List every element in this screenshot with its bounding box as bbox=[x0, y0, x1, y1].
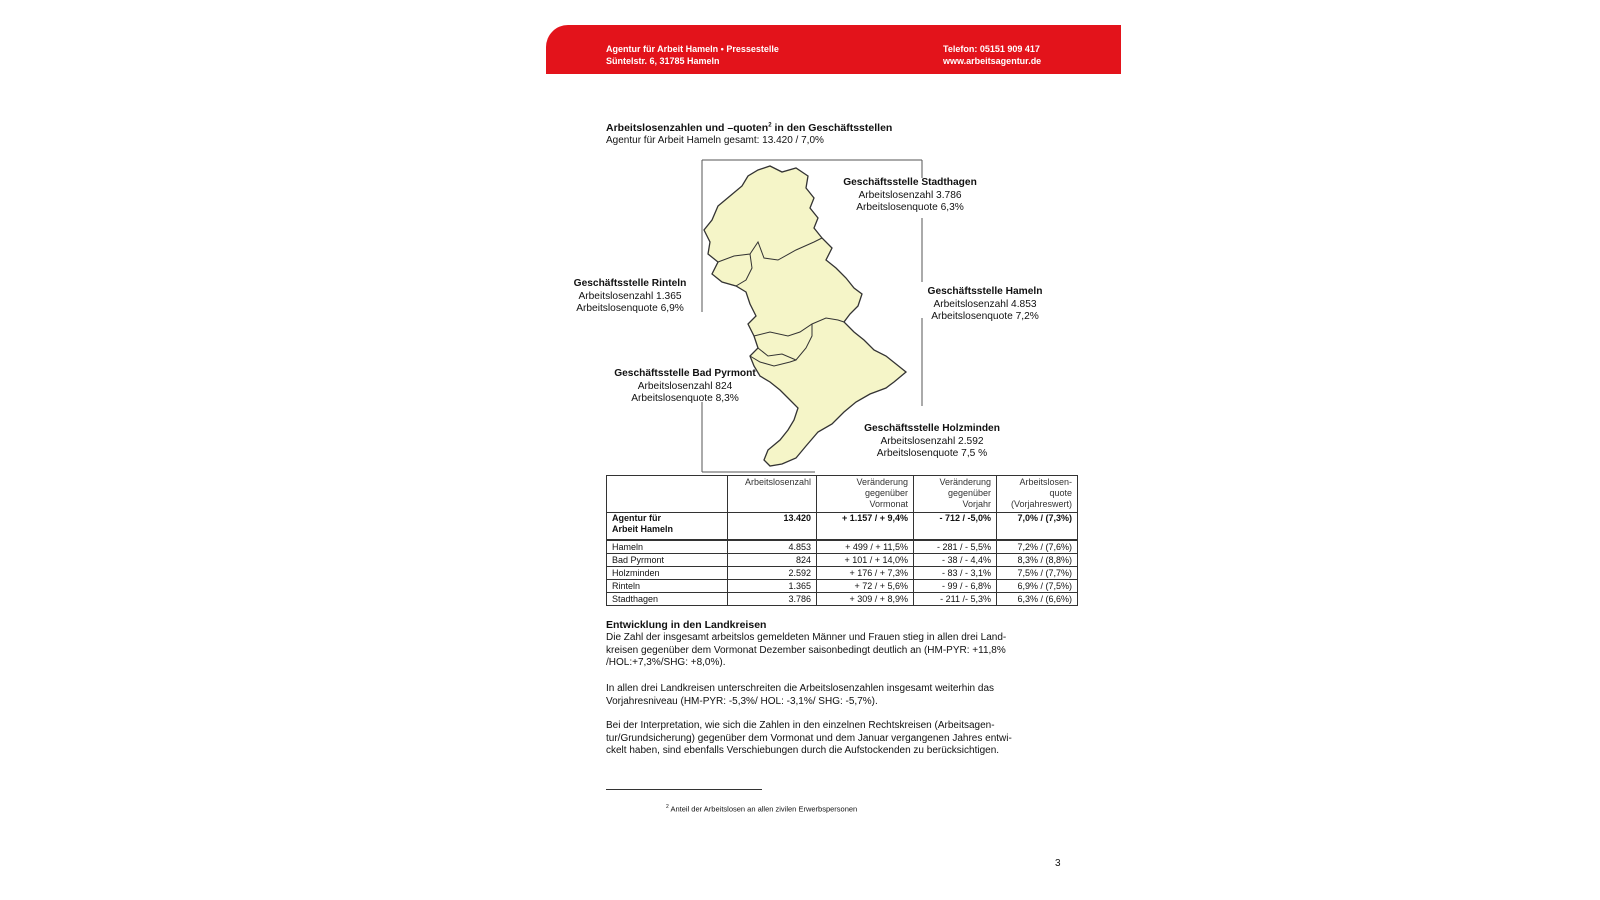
table-cell: 824 bbox=[728, 554, 817, 567]
footnote: $^2$ Anteil der Arbeitslosen an allen zivilen Erwerbspersonen bbox=[666, 804, 858, 814]
table-cell: 3.786 bbox=[728, 593, 817, 606]
agency-name: Agentur für Arbeit Hameln • Pressestelle bbox=[606, 44, 779, 54]
label-hameln: Geschäftsstelle Hameln Arbeitslosenzahl 4.853 Arbeitslosenquote 7,2% bbox=[927, 286, 1043, 322]
table-cell: + 101 / + 14,0% bbox=[817, 554, 914, 567]
letterhead-banner bbox=[546, 25, 1121, 74]
table-header-row bbox=[607, 476, 1078, 513]
table-row bbox=[607, 554, 1078, 567]
agency-website[interactable]: www.arbeitsagentur.de bbox=[943, 56, 1042, 66]
table-cell: 7,5% / (7,7%) bbox=[997, 567, 1078, 580]
page-number: 3 bbox=[1055, 858, 1061, 869]
table-cell: Rinteln bbox=[607, 580, 728, 593]
table-row bbox=[607, 540, 1078, 554]
table-cell: 4.853 bbox=[728, 540, 817, 554]
col-header-change-year: Veränderung gegenüber Vorjahr bbox=[914, 476, 997, 513]
table-row bbox=[607, 567, 1078, 580]
label-bad-pyrmont: Geschäftsstelle Bad Pyrmont Arbeitslosenzahl 824 Arbeitslosenquote 8,3% bbox=[614, 368, 756, 404]
table-cell: + 176 / + 7,3% bbox=[817, 567, 914, 580]
table-cell: Agentur für Arbeit Hameln bbox=[607, 513, 728, 541]
table-cell: 7,0% / (7,3%) bbox=[997, 513, 1078, 541]
table-cell: 6,9% / (7,5%) bbox=[997, 580, 1078, 593]
table-cell: + 499 / + 11,5% bbox=[817, 540, 914, 554]
table-cell: + 1.157 / + 9,4% bbox=[817, 513, 914, 541]
table-cell: 1.365 bbox=[728, 580, 817, 593]
agency-phone: Telefon: 05151 909 417 bbox=[943, 44, 1040, 54]
paragraph-3: Bei der Interpretation, wie sich die Zahlen in den einzelnen Rechtskreisen (Arbeitsagen- tur/Grundsicherung) gegenüber dem Vormonat und dem Januar vergangenen Jahres entwi- ckelt haben, sind ebenfalls Verschiebungen durch die Aufstockenden zu berücksichtigen. bbox=[606, 720, 1012, 757]
statistics-table bbox=[606, 475, 1078, 606]
table-cell: - 712 / -5,0% bbox=[914, 513, 997, 541]
footnote-divider bbox=[606, 789, 762, 790]
table-cell: 13.420 bbox=[728, 513, 817, 541]
col-header-rate: Arbeitslosen- quote (Vorjahreswert) bbox=[997, 476, 1078, 513]
table-cell: 2.592 bbox=[728, 567, 817, 580]
body-section-title: Entwicklung in den Landkreisen bbox=[606, 619, 767, 631]
label-rinteln: Geschäftsstelle Rinteln Arbeitslosenzahl 1.365 Arbeitslosenquote 6,9% bbox=[573, 278, 687, 314]
table-cell: - 99 / - 6,8% bbox=[914, 580, 997, 593]
col-header-office bbox=[607, 476, 728, 513]
table-cell: Bad Pyrmont bbox=[607, 554, 728, 567]
table-cell: - 211 /- 5,3% bbox=[914, 593, 997, 606]
paragraph-2: In allen drei Landkreisen unterschreiten die Arbeitslosenzahlen insgesamt weiterhin das Vorjahresniveau (HM-PYR: -5,3%/ HOL: -3,1%/ SHG: -5,7%). bbox=[606, 683, 995, 707]
label-holzminden: Geschäftsstelle Holzminden Arbeitslosenzahl 2.592 Arbeitslosenquote 7,5 % bbox=[864, 423, 1000, 459]
agency-address: Süntelstr. 6, 31785 Hameln bbox=[606, 56, 720, 66]
table-row bbox=[607, 580, 1078, 593]
table-cell: - 83 / - 3,1% bbox=[914, 567, 997, 580]
table-row-total bbox=[607, 513, 1078, 541]
col-header-change-month: Veränderung gegenüber Vormonat bbox=[817, 476, 914, 513]
table-cell: Stadthagen bbox=[607, 593, 728, 606]
section-title: Arbeitslosenzahlen und –quoten$^2$ in den Geschäftsstellen bbox=[606, 122, 893, 134]
table-cell: Hameln bbox=[607, 540, 728, 554]
table-row bbox=[607, 593, 1078, 606]
table-cell: Holzminden bbox=[607, 567, 728, 580]
table-cell: - 281 / - 5,5% bbox=[914, 540, 997, 554]
table-cell: 6,3% / (6,6%) bbox=[997, 593, 1078, 606]
table-cell: 8,3% / (8,8%) bbox=[997, 554, 1078, 567]
table-cell: + 72 / + 5,6% bbox=[817, 580, 914, 593]
section-subtitle: Agentur für Arbeit Hameln gesamt: 13.420 / 7,0% bbox=[606, 135, 824, 146]
paragraph-1: Die Zahl der insgesamt arbeitslos gemeldeten Männer und Frauen stieg in allen drei Land- kreisen gegenüber dem Vormonat Dezember saisonbedingt deutlich an (HM-PYR: +11,8% /HOL:+7,3%/SHG: +8,0%). bbox=[606, 632, 1007, 669]
label-stadthagen: Geschäftsstelle Stadthagen Arbeitslosenzahl 3.786 Arbeitslosenquote 6,3% bbox=[843, 177, 977, 213]
table-cell: - 38 / - 4,4% bbox=[914, 554, 997, 567]
table-cell: + 309 / + 8,9% bbox=[817, 593, 914, 606]
table-cell: 7,2% / (7,6%) bbox=[997, 540, 1078, 554]
col-header-count: Arbeitslosenzahl bbox=[728, 476, 817, 513]
